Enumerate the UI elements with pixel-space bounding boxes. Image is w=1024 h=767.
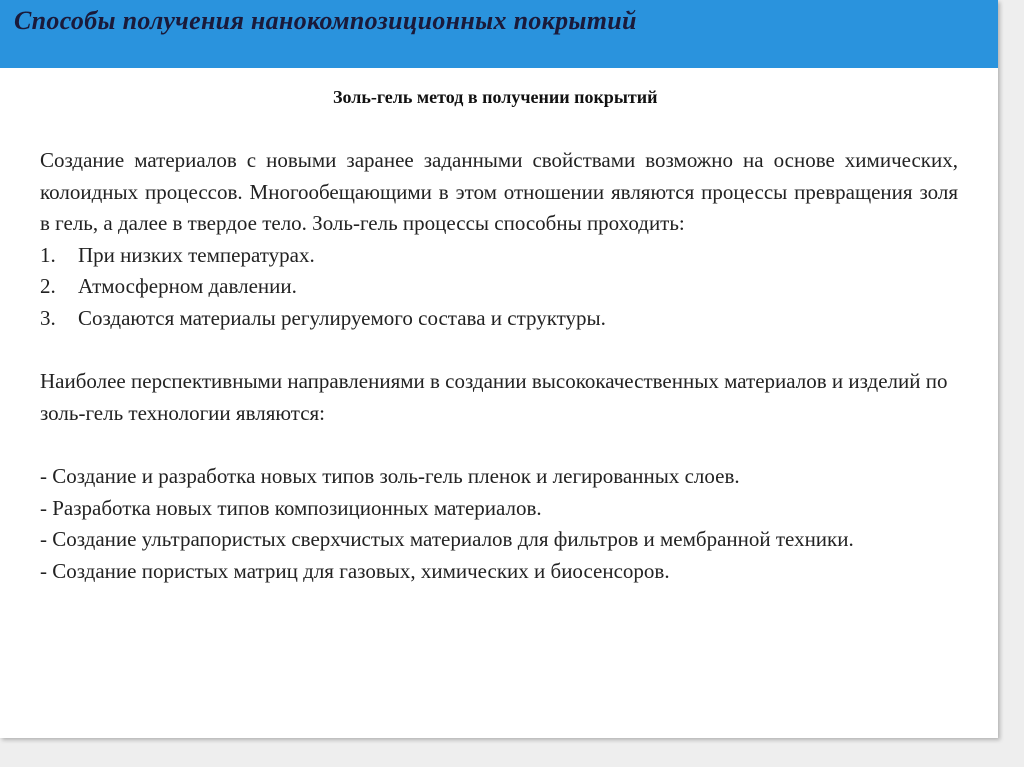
- list-item: [40, 303, 958, 335]
- slide-content: [40, 145, 958, 587]
- title-bar: [0, 0, 998, 68]
- list-number: 1.: [40, 242, 56, 267]
- directions-paragraph: Наиболее перспективными направлениями в создании высококачественных материалов и изделий по золь-гель технологии являются:: [40, 369, 948, 425]
- bullet-item: - Создание и разработка новых типов золь-гель пленок и легированных слоев.: [40, 464, 740, 488]
- bullet-item: - Создание пористых матриц для газовых, химических и биосенсоров.: [40, 558, 670, 583]
- bullet-item: - Создание ультрапористых сверхчистых материалов для фильтров и мембранной техники.: [40, 527, 854, 551]
- slide-title: Способы получения нанокомпозиционных покрытий: [14, 6, 637, 35]
- numbered-list: [40, 240, 958, 335]
- bullet-item: - Разработка новых типов композиционных материалов.: [40, 495, 542, 520]
- list-text: Создаются материалы регулируемого состава и структуры.: [78, 305, 606, 330]
- bullet-list: [40, 461, 958, 587]
- list-number: 2.: [40, 274, 56, 298]
- list-number: 3.: [40, 305, 56, 330]
- list-item: [40, 271, 958, 303]
- intro-paragraph: Создание материалов с новыми заранее заданными свойствами возможно на основе химических, колоидных процессов. Многообещающими в этом отношении являются процессы превращения золя в гель, а далее в твердое тело. Золь-гель процессы способны проходить:: [40, 148, 958, 235]
- section-subtitle: Золь-гель метод в получении покрытий: [333, 87, 658, 107]
- list-text: Атмосферном давлении.: [78, 274, 297, 298]
- list-text: При низких температурах.: [78, 242, 315, 267]
- list-item: [40, 240, 958, 272]
